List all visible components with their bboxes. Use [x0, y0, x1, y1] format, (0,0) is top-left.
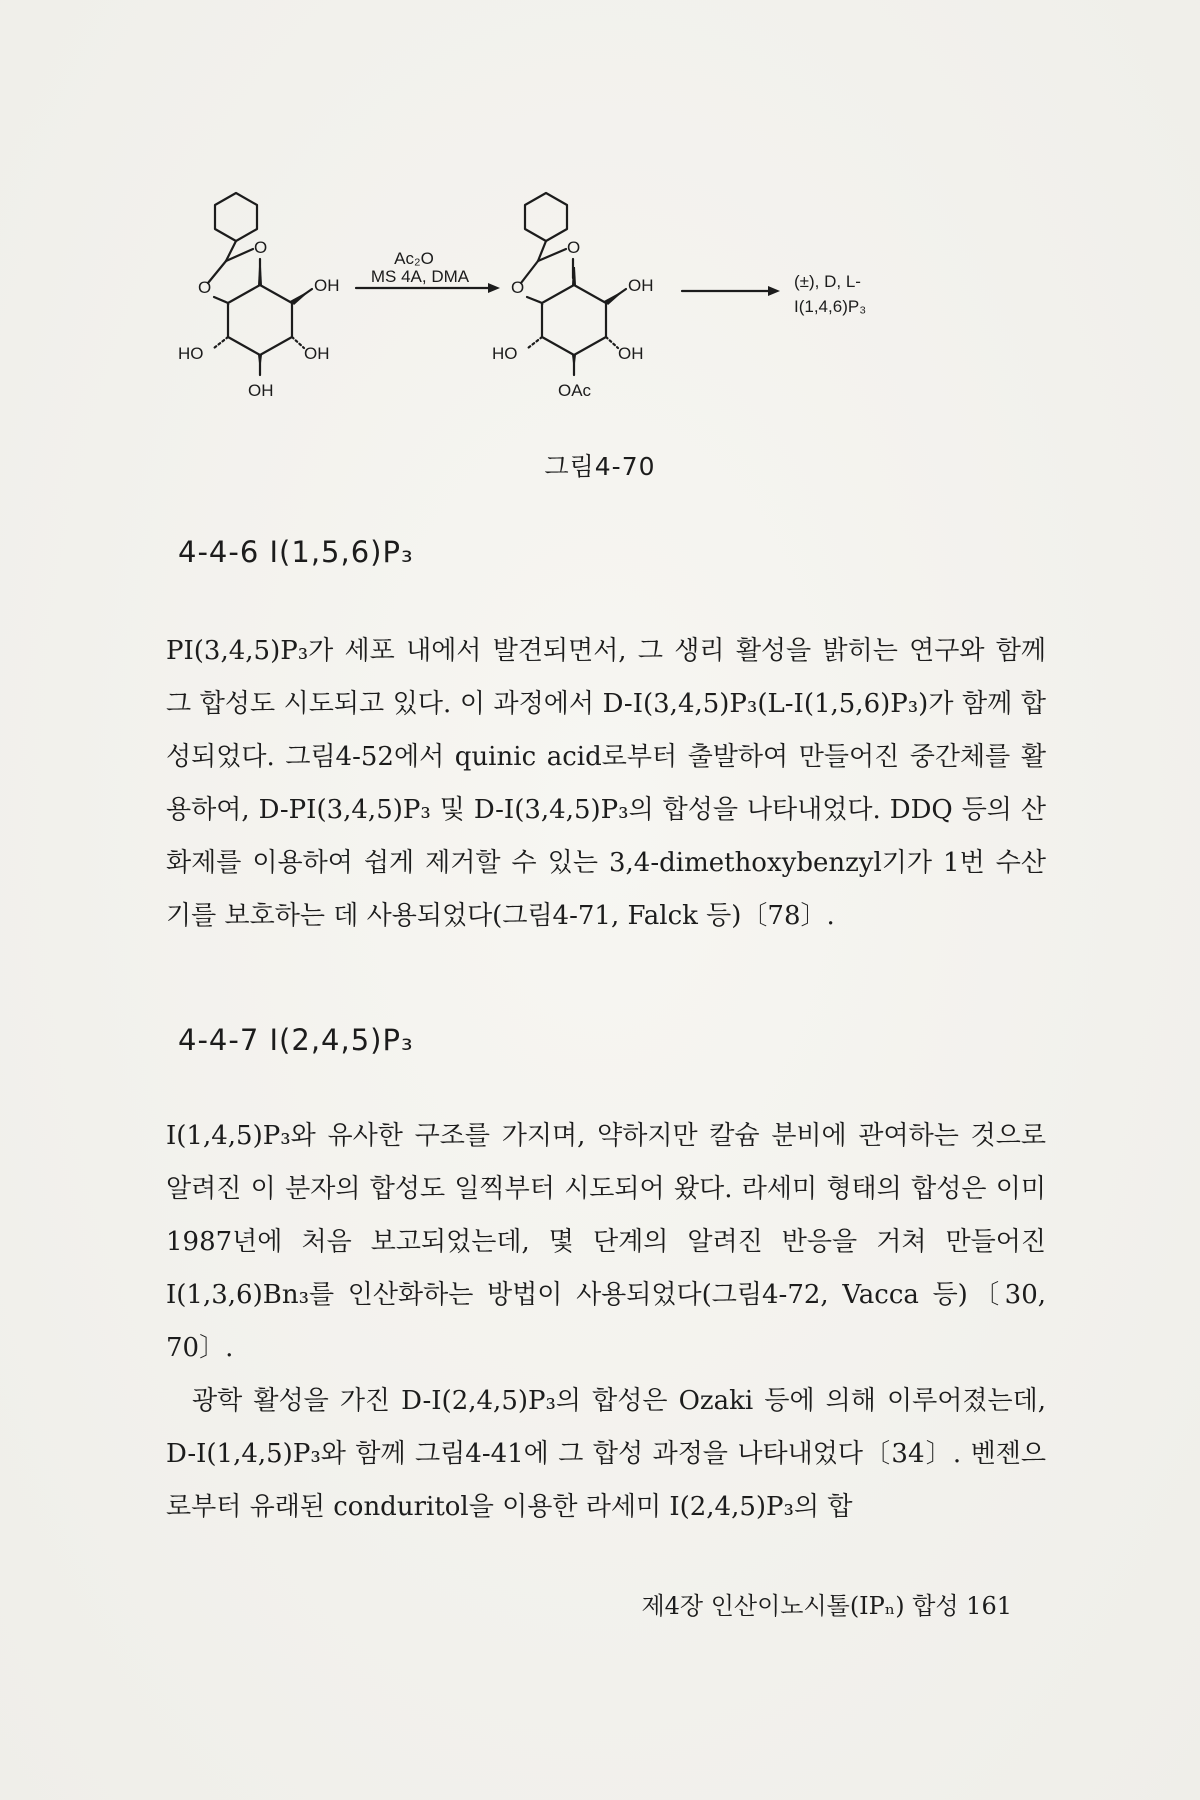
atom-label: O: [254, 238, 268, 257]
section-heading: 4-4-6 I(1,5,6)P₃: [178, 535, 414, 569]
product-label: (±), D, L-: [794, 272, 861, 291]
atom-label: OH: [304, 344, 330, 363]
inositol-ring: [228, 285, 292, 355]
ring-ho-bond: [214, 337, 228, 348]
product-label: I(1,4,6)P₃: [794, 297, 867, 316]
cyclohexane-ring: [215, 193, 257, 241]
atom-label: HO: [492, 344, 518, 363]
arrowhead: [768, 286, 780, 296]
atom-label: O: [511, 278, 525, 297]
wedge-bond: [258, 267, 262, 285]
reagent-label: Ac₂O: [394, 249, 434, 268]
reagent-label: MS 4A, DMA: [370, 267, 470, 286]
ring-oh-bond: [606, 337, 618, 348]
wedge-bond: [258, 355, 262, 371]
atom-label: O: [198, 278, 212, 297]
ring-ho-bond: [528, 337, 542, 348]
figure-caption: 그림4-70: [544, 452, 656, 481]
arrowhead: [488, 283, 500, 293]
inositol-ring: [542, 285, 606, 355]
atom-label: OAc: [558, 381, 592, 400]
atom-label: OH: [628, 276, 654, 295]
atom-label: OH: [314, 276, 340, 295]
atom-label: OH: [618, 344, 644, 363]
section-heading: 4-4-7 I(2,4,5)P₃: [178, 1023, 414, 1057]
cyclohexane-ring: [525, 193, 567, 241]
reaction-scheme: [170, 185, 1070, 460]
wedge-bond: [604, 289, 626, 305]
body-paragraph: I(1,4,5)P₃와 유사한 구조를 가지며, 약하지만 칼슘 분비에 관여하는 것으로 알려진 이 분자의 합성도 일찍부터 시도되어 왔다. 라세미 형태의 합성은 이미 1987년에 처음 보고되었는데, 몇 단계의 알려진 반응을 거쳐 만들어진 I(1,3,6)Bn₃를 인산화하는 방법이 사용되었다(그림4-72, Vacca 등)〔30, 70〕.: [166, 1121, 1046, 1363]
body-paragraph: 광학 활성을 가진 D-I(2,4,5)P₃의 합성은 Ozaki 등에 의해 이루어졌는데, D-I(1,4,5)P₃와 함께 그림4-41에 그 합성 과정을 나타내었다〔34〕. 벤젠으로부터 유래된 conduritol을 이용한 라세미 I(2,4,5)P₃의 합: [166, 1386, 1046, 1522]
wedge-bond: [572, 355, 576, 371]
body-paragraph: PI(3,4,5)P₃가 세포 내에서 발견되면서, 그 생리 활성을 밝히는 연구와 함께 그 합성도 시도되고 있다. 이 과정에서 D-I(3,4,5)P₃(L-I(1,5,6)P₃)가 함께 합성되었다. 그림4-52에서 quinic acid로부터 출발하여 만들어진 중간체를 활용하여, D-PI(3,4,5)P₃ 및 D-I(3,4,5)P₃의 합성을 나타내었다. DDQ 등의 산화제를 이용하여 쉽게 제거할 수 있는 3,4-dimethoxybenzyl기가 1번 수산기를 보호하는 데 사용되었다(그림4-71, Falck 등)〔78〕.: [166, 636, 1046, 931]
atom-label: HO: [178, 344, 204, 363]
page-footer: 제4장 인산이노시톨(IPₙ) 합성 161: [641, 1592, 1012, 1620]
wedge-bond: [290, 289, 312, 305]
atom-label: OH: [248, 381, 274, 400]
ring-oh-bond: [292, 337, 304, 348]
atom-label: O: [567, 238, 581, 257]
